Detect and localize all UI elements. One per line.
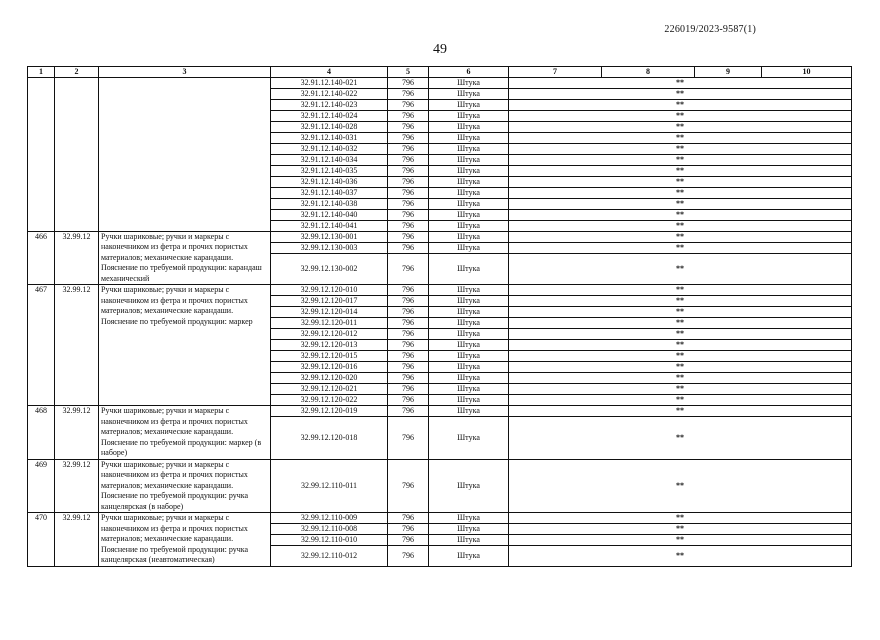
procurement-table [27,66,852,567]
column-header: 7 [509,67,602,78]
unit-cell: Штука [429,165,509,176]
okei-code-cell: 796 [388,220,429,231]
unit-cell: Штука [429,88,509,99]
ktru-code-cell: 32.91.12.140-037 [271,187,388,198]
unit-cell: Штука [429,513,509,524]
okei-code-cell: 796 [388,88,429,99]
unit-cell: Штука [429,546,509,567]
table-row [28,285,852,296]
mark-cell: ** [509,362,852,373]
description-cell [99,77,271,231]
ktru-code-cell: 32.91.12.140-022 [271,88,388,99]
description-cell: Ручки шариковые; ручки и маркеры с наконечником из фетра и прочих пористых материалов; механические карандаши. Пояснение по требуемой продукции: маркер [99,285,271,406]
mark-cell: ** [509,253,852,285]
mark-cell: ** [509,99,852,110]
okei-code-cell: 796 [388,351,429,362]
ktru-code-cell: 32.99.12.120-021 [271,384,388,395]
ktru-code-cell: 32.91.12.140-028 [271,121,388,132]
ktru-code-cell: 32.91.12.140-023 [271,99,388,110]
table-row [28,459,852,513]
document-number: 226019/2023-9587(1) [664,24,756,35]
ktru-code-cell: 32.99.12.120-016 [271,362,388,373]
unit-cell: Штука [429,154,509,165]
ktru-code-cell: 32.99.12.120-019 [271,406,388,417]
mark-cell: ** [509,110,852,121]
okei-code-cell: 796 [388,395,429,406]
table-row [28,77,852,88]
mark-cell: ** [509,154,852,165]
ktru-code-cell: 32.99.12.120-013 [271,340,388,351]
unit-cell: Штука [429,340,509,351]
ktru-code-cell: 32.99.12.120-015 [271,351,388,362]
row-number-cell: 470 [28,513,55,567]
ktru-code-cell: 32.99.12.110-010 [271,535,388,546]
okei-code-cell: 796 [388,165,429,176]
description-cell: Ручки шариковые; ручки и маркеры с наконечником из фетра и прочих пористых материалов; механические карандаши. Пояснение по требуемой продукции: маркер (в наборе) [99,406,271,460]
unit-cell: Штука [429,395,509,406]
ktru-code-cell: 32.99.12.130-003 [271,242,388,253]
column-header: 3 [99,67,271,78]
unit-cell: Штука [429,121,509,132]
ktru-code-cell: 32.99.12.120-018 [271,417,388,459]
row-number-cell: 466 [28,231,55,285]
ktru-code-cell: 32.99.12.120-010 [271,285,388,296]
ktru-code-cell: 32.99.12.110-011 [271,459,388,513]
column-header: 8 [602,67,695,78]
okei-code-cell: 796 [388,143,429,154]
okei-code-cell: 796 [388,417,429,459]
mark-cell: ** [509,340,852,351]
okei-code-cell: 796 [388,524,429,535]
unit-cell: Штука [429,406,509,417]
column-header: 2 [55,67,99,78]
ktru-code-cell: 32.99.12.120-012 [271,329,388,340]
table-row [28,231,852,242]
mark-cell: ** [509,384,852,395]
mark-cell: ** [509,165,852,176]
ktru-code-cell: 32.99.12.130-001 [271,231,388,242]
table-header-row [28,67,852,78]
unit-cell: Штука [429,351,509,362]
ktru-code-cell: 32.91.12.140-041 [271,220,388,231]
unit-cell: Штука [429,285,509,296]
mark-cell: ** [509,307,852,318]
ktru-code-cell: 32.99.12.120-020 [271,373,388,384]
mark-cell: ** [509,88,852,99]
unit-cell: Штука [429,459,509,513]
unit-cell: Штука [429,524,509,535]
okei-code-cell: 796 [388,513,429,524]
okei-code-cell: 796 [388,307,429,318]
mark-cell: ** [509,546,852,567]
okei-code-cell: 796 [388,406,429,417]
okei-code-cell: 796 [388,329,429,340]
okei-code-cell: 796 [388,110,429,121]
column-header: 5 [388,67,429,78]
mark-cell: ** [509,176,852,187]
okei-code-cell: 796 [388,187,429,198]
unit-cell: Штука [429,373,509,384]
unit-cell: Штука [429,242,509,253]
unit-cell: Штука [429,231,509,242]
okei-code-cell: 796 [388,198,429,209]
ktru-code-cell: 32.99.12.120-011 [271,318,388,329]
mark-cell: ** [509,296,852,307]
okei-code-cell: 796 [388,121,429,132]
okei-code-cell: 796 [388,362,429,373]
mark-cell: ** [509,395,852,406]
unit-cell: Штука [429,187,509,198]
okei-code-cell: 796 [388,285,429,296]
column-header: 4 [271,67,388,78]
unit-cell: Штука [429,307,509,318]
ktru-code-cell: 32.99.12.110-009 [271,513,388,524]
unit-cell: Штука [429,132,509,143]
okpd-code-cell: 32.99.12 [55,231,99,285]
mark-cell: ** [509,318,852,329]
unit-cell: Штука [429,296,509,307]
ktru-code-cell: 32.99.12.110-012 [271,546,388,567]
row-number-cell: 467 [28,285,55,406]
unit-cell: Штука [429,535,509,546]
okei-code-cell: 796 [388,231,429,242]
unit-cell: Штука [429,384,509,395]
unit-cell: Штука [429,417,509,459]
mark-cell: ** [509,285,852,296]
okei-code-cell: 796 [388,384,429,395]
description-cell: Ручки шариковые; ручки и маркеры с наконечником из фетра и прочих пористых материалов; механические карандаши. Пояснение по требуемой продукции: ручка канцелярская (неавтоматическая) [99,513,271,567]
unit-cell: Штука [429,362,509,373]
row-number-cell [28,77,55,231]
unit-cell: Штука [429,99,509,110]
ktru-code-cell: 32.91.12.140-036 [271,176,388,187]
okei-code-cell: 796 [388,340,429,351]
okpd-code-cell: 32.99.12 [55,459,99,513]
ktru-code-cell: 32.91.12.140-032 [271,143,388,154]
mark-cell: ** [509,187,852,198]
mark-cell: ** [509,459,852,513]
okei-code-cell: 796 [388,77,429,88]
column-header: 10 [762,67,852,78]
description-cell: Ручки шариковые; ручки и маркеры с наконечником из фетра и прочих пористых материалов; механические карандаши. Пояснение по требуемой продукции: ручка канцелярская (в наборе) [99,459,271,513]
mark-cell: ** [509,209,852,220]
ktru-code-cell: 32.91.12.140-031 [271,132,388,143]
mark-cell: ** [509,535,852,546]
unit-cell: Штука [429,329,509,340]
ktru-code-cell: 32.99.12.110-008 [271,524,388,535]
mark-cell: ** [509,132,852,143]
okei-code-cell: 796 [388,99,429,110]
mark-cell: ** [509,242,852,253]
column-header: 6 [429,67,509,78]
row-number-cell: 469 [28,459,55,513]
mark-cell: ** [509,198,852,209]
okei-code-cell: 796 [388,253,429,285]
description-cell: Ручки шариковые; ручки и маркеры с наконечником из фетра и прочих пористых материалов; механические карандаши. Пояснение по требуемой продукции: карандаш механический [99,231,271,285]
ktru-code-cell: 32.99.12.130-002 [271,253,388,285]
table-row [28,513,852,524]
ktru-code-cell: 32.91.12.140-034 [271,154,388,165]
okpd-code-cell: 32.99.12 [55,406,99,460]
mark-cell: ** [509,513,852,524]
mark-cell: ** [509,121,852,132]
okei-code-cell: 796 [388,318,429,329]
unit-cell: Штука [429,176,509,187]
unit-cell: Штука [429,209,509,220]
okei-code-cell: 796 [388,535,429,546]
okpd-code-cell [55,77,99,231]
ktru-code-cell: 32.99.12.120-022 [271,395,388,406]
okpd-code-cell: 32.99.12 [55,513,99,567]
unit-cell: Штука [429,198,509,209]
page-number: 49 [433,42,447,57]
unit-cell: Штука [429,253,509,285]
ktru-code-cell: 32.91.12.140-040 [271,209,388,220]
ktru-code-cell: 32.91.12.140-021 [271,77,388,88]
mark-cell: ** [509,417,852,459]
okei-code-cell: 796 [388,176,429,187]
unit-cell: Штука [429,220,509,231]
okei-code-cell: 796 [388,296,429,307]
unit-cell: Штука [429,318,509,329]
okei-code-cell: 796 [388,209,429,220]
okpd-code-cell: 32.99.12 [55,285,99,406]
ktru-code-cell: 32.91.12.140-024 [271,110,388,121]
column-header: 9 [695,67,762,78]
mark-cell: ** [509,143,852,154]
ktru-code-cell: 32.99.12.120-014 [271,307,388,318]
mark-cell: ** [509,77,852,88]
okei-code-cell: 796 [388,546,429,567]
unit-cell: Штука [429,77,509,88]
mark-cell: ** [509,329,852,340]
mark-cell: ** [509,231,852,242]
unit-cell: Штука [429,110,509,121]
mark-cell: ** [509,406,852,417]
ktru-code-cell: 32.99.12.120-017 [271,296,388,307]
table-body [28,77,852,567]
mark-cell: ** [509,373,852,384]
mark-cell: ** [509,524,852,535]
ktru-code-cell: 32.91.12.140-035 [271,165,388,176]
okei-code-cell: 796 [388,242,429,253]
table-row [28,406,852,417]
ktru-code-cell: 32.91.12.140-038 [271,198,388,209]
okei-code-cell: 796 [388,154,429,165]
mark-cell: ** [509,351,852,362]
okei-code-cell: 796 [388,132,429,143]
row-number-cell: 468 [28,406,55,460]
okei-code-cell: 796 [388,459,429,513]
mark-cell: ** [509,220,852,231]
unit-cell: Штука [429,143,509,154]
column-header: 1 [28,67,55,78]
okei-code-cell: 796 [388,373,429,384]
